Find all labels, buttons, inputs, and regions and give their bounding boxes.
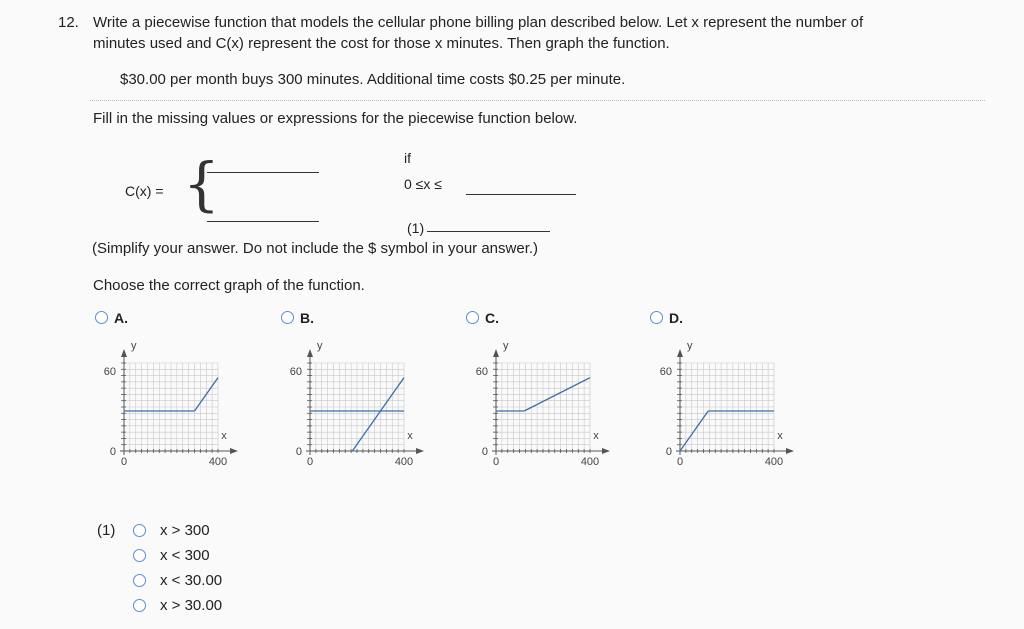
answer-choice-4-label[interactable]: x > 30.00 (160, 597, 223, 614)
plan-description: $30.00 per month buys 300 minutes. Additional time costs $0.25 per minute. (120, 71, 626, 88)
answer-choice-2-radio[interactable] (133, 549, 146, 562)
answer-choice-1-label[interactable]: x > 300 (160, 522, 210, 539)
y-zero-label: 0 (295, 446, 302, 458)
graph-option-d-label[interactable]: D. (669, 310, 683, 326)
simplify-note: (Simplify your answer. Do not include the $ symbol in your answer.) (92, 240, 539, 257)
graph-option-c-radio[interactable] (466, 311, 479, 324)
plot-segment-2 (352, 378, 404, 451)
graph-option-b-chart[interactable] (274, 333, 444, 478)
y-axis-label: y (131, 340, 137, 352)
question-text-line2: minutes used and C(x) represent the cost for those x minutes. Then graph the function. (93, 35, 670, 52)
x-axis-label: x (221, 430, 227, 442)
x-axis-arrow (786, 448, 794, 454)
graph-option-b-label[interactable]: B. (300, 310, 314, 326)
x-axis-arrow (416, 448, 424, 454)
graph-option-c-chart[interactable] (460, 333, 630, 478)
x-zero-label: 0 (306, 456, 314, 468)
answer-blank-upper-bound[interactable] (466, 194, 576, 195)
y-zero-label: 0 (665, 446, 672, 458)
x-tick-label: 400 (580, 456, 600, 468)
choose-graph-instruction: Choose the correct graph of the function. (93, 277, 365, 294)
condition-marker: (1) (407, 220, 425, 236)
x-axis-label: x (407, 430, 413, 442)
y-axis-arrow (493, 349, 499, 357)
y-tick-label: 60 (659, 366, 672, 378)
x-tick-label: 400 (208, 456, 228, 468)
graph-option-d-radio[interactable] (650, 311, 663, 324)
fill-instruction: Fill in the missing values or expressions for the piecewise function below. (93, 110, 578, 127)
y-zero-label: 0 (481, 446, 488, 458)
graph-option-a-label[interactable]: A. (114, 310, 128, 326)
y-axis-arrow (677, 349, 683, 357)
answer-choice-2-label[interactable]: x < 300 (160, 547, 210, 564)
y-tick-label: 60 (103, 366, 116, 378)
y-tick-label: 60 (475, 366, 488, 378)
y-zero-label: 0 (109, 446, 116, 458)
x-tick-label: 400 (764, 456, 784, 468)
graph-option-d-chart[interactable] (644, 333, 814, 478)
x-tick-label: 400 (394, 456, 414, 468)
graph-option-d-svg (644, 333, 814, 473)
answer-choice-4-radio[interactable] (133, 599, 146, 612)
graph-option-c-label[interactable]: C. (485, 310, 499, 326)
x-zero-label: 0 (120, 456, 128, 468)
answer-choice-1-radio[interactable] (133, 524, 146, 537)
answer-blank-expression-1[interactable] (207, 172, 319, 173)
answer-choice-3-label[interactable]: x < 30.00 (160, 572, 223, 589)
section-divider (90, 100, 985, 101)
x-axis-arrow (602, 448, 610, 454)
graph-option-c-svg (460, 333, 630, 473)
x-zero-label: 0 (492, 456, 500, 468)
y-axis-label: y (503, 340, 509, 352)
x-axis-arrow (230, 448, 238, 454)
range-text: 0 ≤x ≤ (404, 176, 442, 192)
y-axis-label: y (317, 340, 323, 352)
x-axis-label: x (777, 430, 783, 442)
brace-symbol: { (183, 150, 220, 218)
graph-option-b-svg (274, 333, 444, 473)
answer-blank-expression-2[interactable] (207, 221, 319, 222)
x-zero-label: 0 (676, 456, 684, 468)
graph-option-b-radio[interactable] (281, 311, 294, 324)
y-axis-arrow (121, 349, 127, 357)
y-axis-arrow (307, 349, 313, 357)
answer-choice-3-radio[interactable] (133, 574, 146, 587)
graph-option-a-radio[interactable] (95, 311, 108, 324)
question-text-line1: Write a piecewise function that models the cellular phone billing plan described below. Let x represent the number of (93, 14, 864, 31)
graph-option-a-svg (88, 333, 258, 473)
if-text: if (404, 150, 411, 166)
answer-blank-condition[interactable] (427, 231, 550, 232)
y-axis-label: y (687, 340, 693, 352)
question-number: 12. (58, 14, 79, 31)
function-label: C(x) = (125, 183, 164, 199)
answer-choices-label: (1) (97, 522, 116, 539)
graph-option-a-chart[interactable] (88, 333, 258, 478)
x-axis-label: x (593, 430, 599, 442)
y-tick-label: 60 (289, 366, 302, 378)
